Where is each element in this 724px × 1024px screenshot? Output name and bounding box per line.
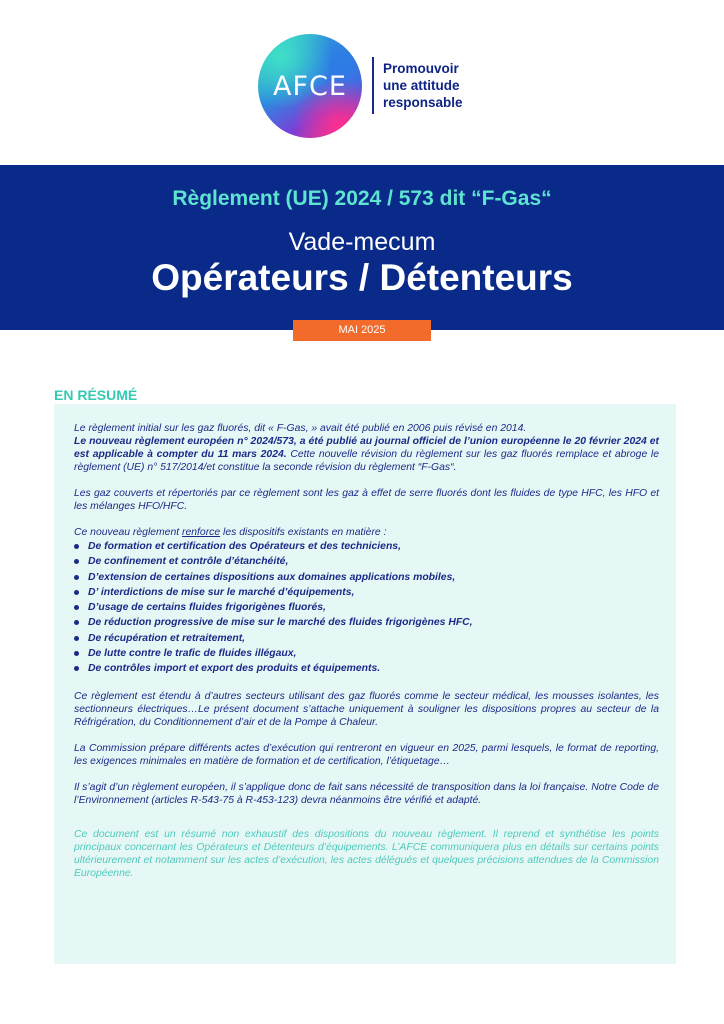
document-subtitle: Vade-mecum xyxy=(288,228,436,256)
logo-text: AFCE xyxy=(273,70,347,102)
paragraph-disclaimer: Ce document est un résumé non exhaustif des dispositions du nouveau règlement. Il reprend et synthétise les points principaux concernant les Opérateurs et Détenteurs d’équipements. L’AFCE communiquera plus en détails sur certains points ultérieurement et notamment sur les actes d’exécution, les actes délégués et quelques précisions attendues de la Commission Européenne. xyxy=(74,828,659,879)
logo-divider xyxy=(372,57,374,114)
tagline-line: responsable xyxy=(383,95,463,110)
document-title: Opérateurs / Détenteurs xyxy=(151,257,573,298)
reinforce-underlined: renforce xyxy=(182,527,221,538)
intro-bold-text: Le nouveau règlement européen n° 2024/573, a été publié au journal officiel de l’union européenne le 20 février 2024 et est applicable à compter du 11 mars 2024. xyxy=(74,436,659,460)
afce-logo xyxy=(258,34,362,138)
summary-box xyxy=(54,404,676,964)
list-item: De réduction progressive de mise sur le marché des fluides frigorigènes HFC, xyxy=(74,615,659,630)
list-item: D’extension de certaines dispositions aux domaines applications mobiles, xyxy=(74,570,659,585)
header-band xyxy=(0,165,724,330)
regulation-title: Règlement (UE) 2024 / 573 dit “F-Gas“ xyxy=(172,187,552,210)
tagline-line: une attitude xyxy=(383,78,460,93)
date-badge: MAI 2025 xyxy=(293,320,431,341)
summary-content xyxy=(74,422,659,880)
reinforce-after: les dispositifs existants en matière : xyxy=(220,527,387,538)
section-heading: EN RÉSUMÉ xyxy=(54,387,138,403)
paragraph-reinforce xyxy=(74,526,659,539)
reinforce-before: Ce nouveau règlement xyxy=(74,527,183,538)
list-item: De récupération et retraitement, xyxy=(74,631,659,646)
tagline-line: Promouvoir xyxy=(383,61,459,76)
paragraph-scope: Ce règlement est étendu à d’autres secteurs utilisant des gaz fluorés comme le secteur médical, les mousses isolantes, les sectionneurs électriques…Le présent document s’attache uniquement à souligner les dispositions propres au secteur de la Réfrigération, du Conditionnement d’air et de la Pompe à Chaleur. xyxy=(74,690,659,728)
list-item: De confinement et contrôle d’étanchéité, xyxy=(74,554,659,569)
list-item: De lutte contre le trafic de fluides illégaux, xyxy=(74,646,659,661)
list-item: D’ interdictions de mise sur le marché d’équipements, xyxy=(74,585,659,600)
intro-rest-text: Cette nouvelle révision du règlement sur les gaz fluorés remplace et abroge le règlement (UE) n° 517/2014/et constitue la seconde révision du règlement “F-Gas“. xyxy=(74,449,659,473)
paragraph-transposition: Il s’agit d’un règlement européen, il s’applique donc de fait sans nécessité de transposition dans la loi française. Notre Code de l’Environnement (articles R-543-75 à R-453-123) devra néanmoins être vérifié et adapté. xyxy=(74,781,659,806)
paragraph-intro xyxy=(74,422,659,474)
paragraph-gases: Les gaz couverts et répertoriés par ce règlement sont les gaz à effet de serre fluorés dont les fluides de type HFC, les HFO et les mélanges HFO/HFC. xyxy=(74,488,659,512)
intro-text: Le règlement initial sur les gaz fluorés, dit « F-Gas, » avait été publié en 2006 puis révisé en 2014. xyxy=(74,423,527,434)
tagline xyxy=(383,60,463,111)
measures-list xyxy=(74,539,659,677)
list-item: D’usage de certains fluides frigorigènes fluorés, xyxy=(74,600,659,615)
paragraph-commission: La Commission prépare différents actes d’exécution qui rentreront en vigueur en 2025, parmi lesquels, le format de reporting, les exigences minimales en matière de formation et de certification, l’étiquetage… xyxy=(74,742,659,767)
list-item: De contrôles import et export des produits et équipements. xyxy=(74,661,659,676)
list-item: De formation et certification des Opérateurs et des techniciens, xyxy=(74,539,659,554)
